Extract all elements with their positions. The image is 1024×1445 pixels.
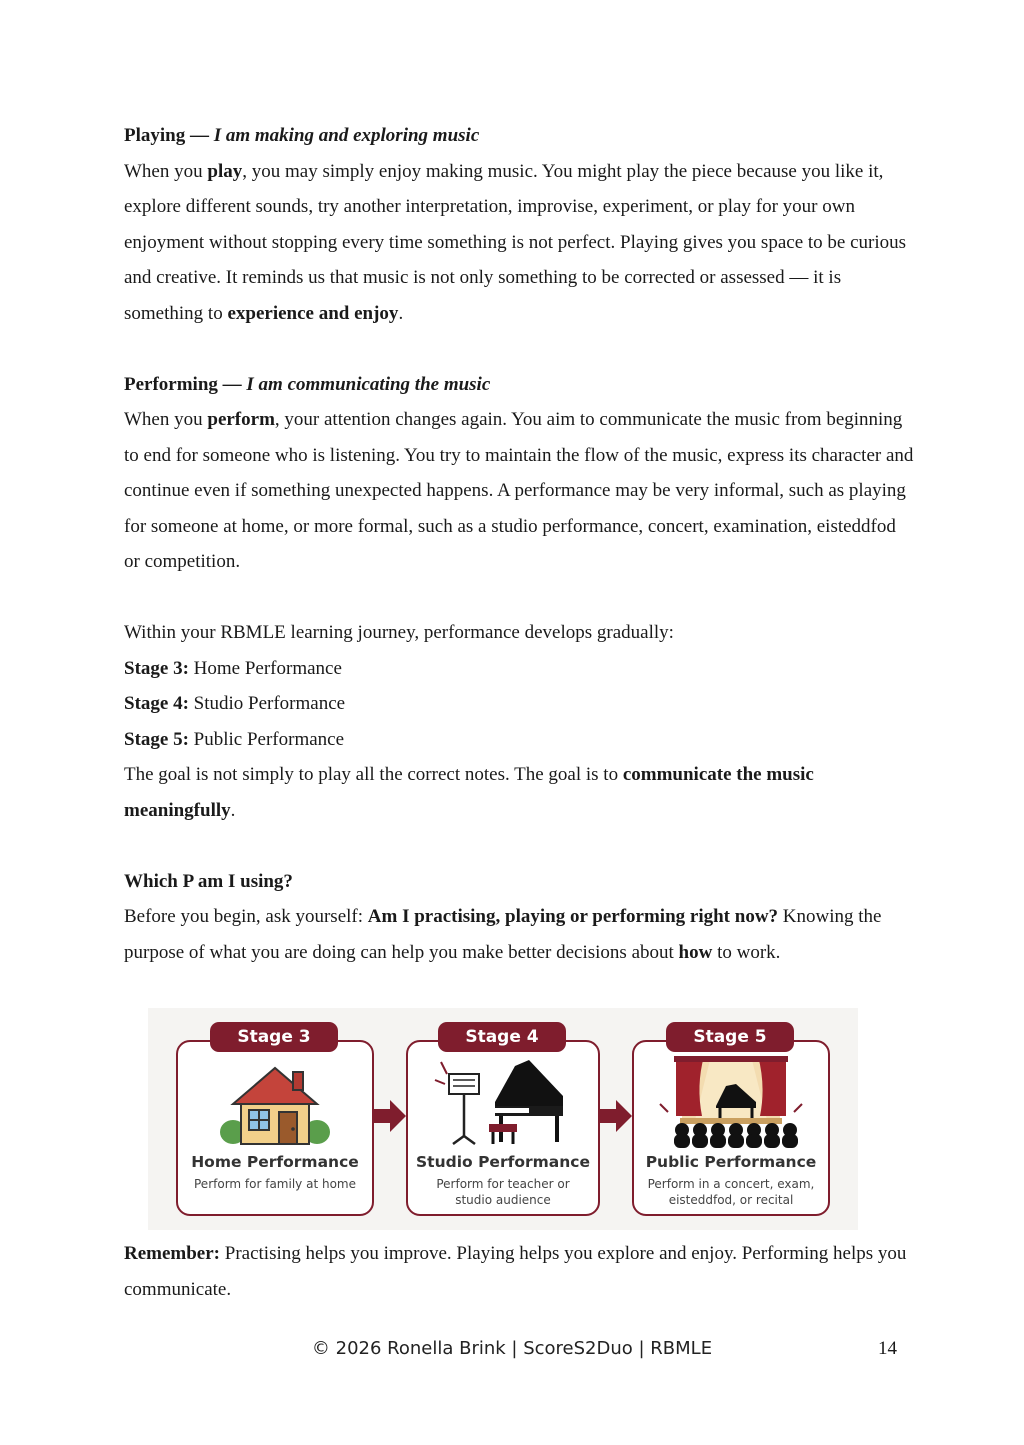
remember-paragraph: Remember: Practising helps you improve. Playing helps you explore and enjoy. Performing helps you communicate. bbox=[124, 1243, 907, 1300]
which-heading: Which P am I using? bbox=[124, 870, 293, 892]
playing-paragraph: When you play, you may simply enjoy making music. You might play the piece because you like it, explore different sounds, try another interpretation, improvise, experiment, or play for your own enjoyment without stopping every time something is not perfect. Playing gives you space to be curious and creative. It reminds us that music is not only something to be corrected or assessed — it is something to experience and enjoy. bbox=[124, 160, 907, 324]
stage-5-subtitle: Perform in a concert, exam, eisteddfod, or recital bbox=[647, 1177, 815, 1207]
house-icon bbox=[219, 1058, 331, 1146]
document-body bbox=[124, 118, 914, 970]
stage-3-line: Stage 3: Home Performance bbox=[124, 657, 342, 679]
stage-5-pill: Stage 5 bbox=[666, 1022, 794, 1052]
stage-4-pill: Stage 4 bbox=[438, 1022, 566, 1052]
playing-heading: Playing — I am making and exploring music bbox=[124, 125, 480, 146]
stage-5-line: Stage 5: Public Performance bbox=[124, 728, 345, 750]
arrow-right-icon bbox=[374, 1100, 406, 1132]
goal-paragraph: The goal is not simply to play all the correct notes. The goal is to communicate the music meaningfully. bbox=[124, 764, 814, 821]
stage-4-subtitle: Perform for teacher or studio audience bbox=[436, 1177, 570, 1207]
performing-heading: Performing — I am communicating the music bbox=[124, 373, 491, 395]
which-paragraph: Before you begin, ask yourself: Am I practising, playing or performing right now? Knowing the purpose of what you are doing can help you make better decisions about how to work. bbox=[124, 906, 882, 963]
stage-3-pill: Stage 3 bbox=[210, 1022, 338, 1052]
stage-4-card bbox=[406, 1040, 600, 1216]
stage-3-card bbox=[176, 1040, 374, 1216]
concert-stage-icon bbox=[656, 1056, 806, 1148]
stages-figure bbox=[148, 1008, 858, 1230]
arrow-right-icon bbox=[600, 1100, 632, 1132]
stage-5-card bbox=[632, 1040, 830, 1216]
stage-3-title: Home Performance bbox=[191, 1153, 359, 1171]
page-number: 14 bbox=[878, 1338, 897, 1359]
stage-5-title: Public Performance bbox=[645, 1153, 817, 1171]
stage-4-line: Stage 4: Studio Performance bbox=[124, 693, 346, 714]
page-footer: © 2026 Ronella Brink | ScoreS2Duo | RBMLE bbox=[311, 1338, 713, 1359]
grand-piano-icon bbox=[433, 1056, 573, 1146]
journey-intro: Within your RBMLE learning journey, performance develops gradually: bbox=[124, 622, 674, 643]
remember-block bbox=[124, 1236, 914, 1307]
performing-paragraph: When you perform, your attention changes again. You aim to communicate the music from beginning to end for someone who is listening. You try to maintain the flow of the music, express its character and continue even if something unexpected happens. A performance may be very informal, such as playing for someone at home, or more formal, such as a studio performance, concert, examination, eisteddfod or competition. bbox=[124, 409, 914, 572]
stage-4-title: Studio Performance bbox=[416, 1153, 590, 1171]
stage-3-subtitle: Perform for family at home bbox=[194, 1177, 356, 1191]
